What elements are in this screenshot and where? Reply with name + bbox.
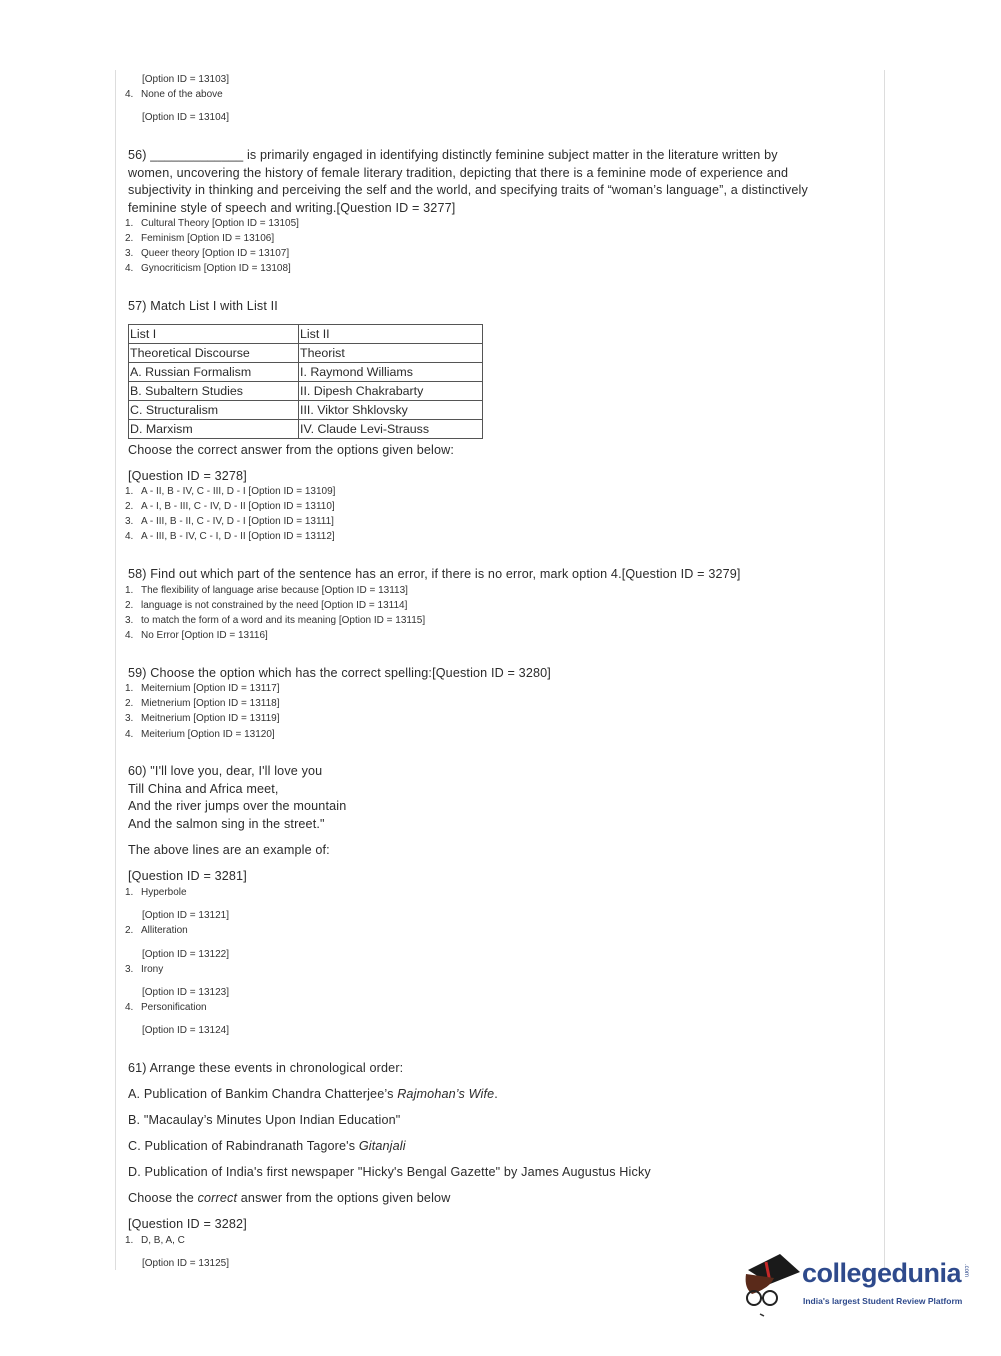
option-text: A - II, B - IV, C - III, D - I [Option ID = 13109] <box>141 486 336 497</box>
option-text: No Error [Option ID = 13116] <box>141 630 268 641</box>
option-number: 4. <box>125 630 134 641</box>
option-text: Hyperbole <box>141 887 187 898</box>
instruction-text: answer from the options given below <box>237 1191 451 1205</box>
question-57-instruction: Choose the correct answer from the options given below: <box>128 443 455 457</box>
option-id: [Option ID = 13125] <box>142 1258 230 1269</box>
option-number: 4. <box>125 531 134 542</box>
option-item <box>125 530 335 544</box>
question-60-line: And the river jumps over the mountain <box>128 799 347 813</box>
question-56-line: feminine style of speech and writing.[Question ID = 3277] <box>128 201 456 215</box>
option-item <box>125 262 291 276</box>
table-cell: C. Structuralism <box>129 401 299 420</box>
option-text: Queer theory [Option ID = 13107] <box>141 248 290 259</box>
event-b: B. "Macaulay’s Minutes Upon Indian Education" <box>128 1113 401 1127</box>
option-number: 3. <box>125 713 134 724</box>
option-number: 3. <box>125 516 134 527</box>
right-border <box>884 70 885 1270</box>
question-60-line: 60) "I'll love you, dear, I'll love you <box>128 764 323 778</box>
event-d: D. Publication of India's first newspaper "Hicky's Bengal Gazette" by James Augustus Hicky <box>128 1165 651 1179</box>
question-58-title: 58) Find out which part of the sentence has an error, if there is no error, mark option 4.[Question ID = 3279] <box>128 567 741 581</box>
option-text: A - III, B - II, C - IV, D - I [Option ID = 13111] <box>141 516 334 527</box>
option-text: Mietnerium [Option ID = 13118] <box>141 698 280 709</box>
question-56-line: women, uncovering the history of female literary tradition, depicting that there is a feminine mode of experience and <box>128 166 789 180</box>
event-a <box>128 1086 498 1102</box>
question-56-line: 56) _____________ is primarily engaged in identifying distinctly feminine subject matter in the literature written by <box>128 148 778 162</box>
option-text: Personification <box>141 1002 207 1013</box>
option-item <box>125 682 280 696</box>
option-number: 2. <box>125 925 134 936</box>
option-item <box>125 515 334 529</box>
table-cell: A. Russian Formalism <box>129 363 299 382</box>
option-number: 1. <box>125 887 134 898</box>
question-60-line: Till China and Africa meet, <box>128 782 279 796</box>
option-text: language is not constrained by the need [Option ID = 13114] <box>141 600 408 611</box>
option-text: Irony <box>141 964 164 975</box>
option-number: 3. <box>125 248 134 259</box>
left-border <box>115 70 116 1270</box>
option-item <box>125 886 187 900</box>
book-title: Rajmohan’s Wife <box>397 1087 495 1101</box>
option-number: 2. <box>125 698 134 709</box>
option-item <box>125 728 275 742</box>
question-60-id: [Question ID = 3281] <box>128 869 247 883</box>
option-id: [Option ID = 13103] <box>142 74 230 85</box>
collegedunia-logo <box>740 1248 995 1320</box>
option-item <box>125 614 425 628</box>
option-item <box>125 247 289 261</box>
table-row <box>129 363 483 382</box>
option-item <box>125 629 268 643</box>
option-item <box>125 712 280 726</box>
question-60-prompt: The above lines are an example of: <box>128 843 330 857</box>
option-text: None of the above <box>141 89 223 100</box>
option-text: Gynocriticism [Option ID = 13108] <box>141 263 291 274</box>
option-text: D, B, A, C <box>141 1235 185 1246</box>
option-number: 3. <box>125 615 134 626</box>
option-item <box>125 1234 185 1248</box>
option-item <box>125 584 408 598</box>
option-text: A - I, B - III, C - IV, D - II [Option ID = 13110] <box>141 501 335 512</box>
option-number: 1. <box>125 585 134 596</box>
option-item <box>125 217 299 231</box>
option-number: 4. <box>125 1002 134 1013</box>
option-item <box>125 485 335 499</box>
option-item <box>125 697 280 711</box>
option-number: 1. <box>125 683 134 694</box>
logo-tagline: India's largest Student Review Platform <box>803 1296 963 1306</box>
logo-tld: .com <box>963 1264 970 1278</box>
table-row <box>129 382 483 401</box>
question-61-title: 61) Arrange these events in chronological order: <box>128 1061 404 1075</box>
option-text: Meiternium [Option ID = 13117] <box>141 683 280 694</box>
option-id: [Option ID = 13124] <box>142 1025 230 1036</box>
question-61-instruction <box>128 1190 450 1206</box>
table-cell: Theoretical Discourse <box>129 344 299 363</box>
option-text: A - III, B - IV, C - I, D - II [Option ID = 13112] <box>141 531 335 542</box>
match-table <box>128 324 483 439</box>
option-text: The flexibility of language arise because [Option ID = 13113] <box>141 585 408 596</box>
logo-name: collegedunia <box>802 1258 962 1288</box>
table-cell: I. Raymond Williams <box>299 363 483 382</box>
option-text: to match the form of a word and its meaning [Option ID = 13115] <box>141 615 426 626</box>
option-text: Meiterium [Option ID = 13120] <box>141 729 275 740</box>
question-57-id: [Question ID = 3278] <box>128 469 247 483</box>
instruction-text: Choose the <box>128 1191 198 1205</box>
question-56-line: subjectivity in thinking and perceiving the self and the world, and specifying traits of “woman’s language”, a distinctively <box>128 183 808 197</box>
option-number: 2. <box>125 501 134 512</box>
table-row <box>129 325 483 344</box>
instruction-emphasis: correct <box>197 1191 238 1205</box>
option-item <box>125 924 188 938</box>
option-text: Feminism [Option ID = 13106] <box>141 233 275 244</box>
option-id: [Option ID = 13104] <box>142 112 230 123</box>
table-cell: Theorist <box>299 344 483 363</box>
option-item <box>125 599 407 613</box>
event-c <box>128 1138 406 1154</box>
option-number: 4. <box>125 263 134 274</box>
option-text: Cultural Theory [Option ID = 13105] <box>141 218 299 229</box>
table-cell: D. Marxism <box>129 420 299 439</box>
question-60-line: And the salmon sing in the street." <box>128 817 325 831</box>
table-cell: III. Viktor Shklovsky <box>299 401 483 420</box>
option-item <box>125 88 223 102</box>
option-id: [Option ID = 13123] <box>142 987 230 998</box>
option-id: [Option ID = 13121] <box>142 910 230 921</box>
question-61-id: [Question ID = 3282] <box>128 1217 247 1231</box>
question-57-title: 57) Match List I with List II <box>128 299 278 313</box>
table-row <box>129 344 483 363</box>
option-number: 1. <box>125 486 134 497</box>
table-cell: List II <box>299 325 483 344</box>
mascot-icon <box>740 1248 802 1320</box>
option-number: 2. <box>125 600 134 611</box>
table-cell: List I <box>129 325 299 344</box>
option-id: [Option ID = 13122] <box>142 949 230 960</box>
option-number: 1. <box>125 1235 134 1246</box>
event-text: A. Publication of Bankim Chandra Chatterjee’s <box>128 1087 398 1101</box>
option-item <box>125 963 163 977</box>
option-number: 4. <box>125 89 134 100</box>
option-text: Meitnerium [Option ID = 13119] <box>141 713 280 724</box>
table-cell: II. Dipesh Chakrabarty <box>299 382 483 401</box>
event-text: C. Publication of Rabindranath Tagore's <box>128 1139 359 1153</box>
option-item <box>125 500 335 514</box>
table-cell: IV. Claude Levi-Strauss <box>299 420 483 439</box>
option-number: 4. <box>125 729 134 740</box>
option-item <box>125 1001 207 1015</box>
option-number: 3. <box>125 964 134 975</box>
event-text: . <box>494 1087 498 1101</box>
table-cell: B. Subaltern Studies <box>129 382 299 401</box>
option-number: 2. <box>125 233 134 244</box>
table-row <box>129 401 483 420</box>
option-number: 1. <box>125 218 134 229</box>
logo-name-row <box>802 1258 969 1289</box>
table-row <box>129 420 483 439</box>
option-text: Alliteration <box>141 925 188 936</box>
question-59-title: 59) Choose the option which has the correct spelling:[Question ID = 3280] <box>128 666 551 680</box>
book-title: Gitanjali <box>358 1139 406 1153</box>
option-item <box>125 232 274 246</box>
